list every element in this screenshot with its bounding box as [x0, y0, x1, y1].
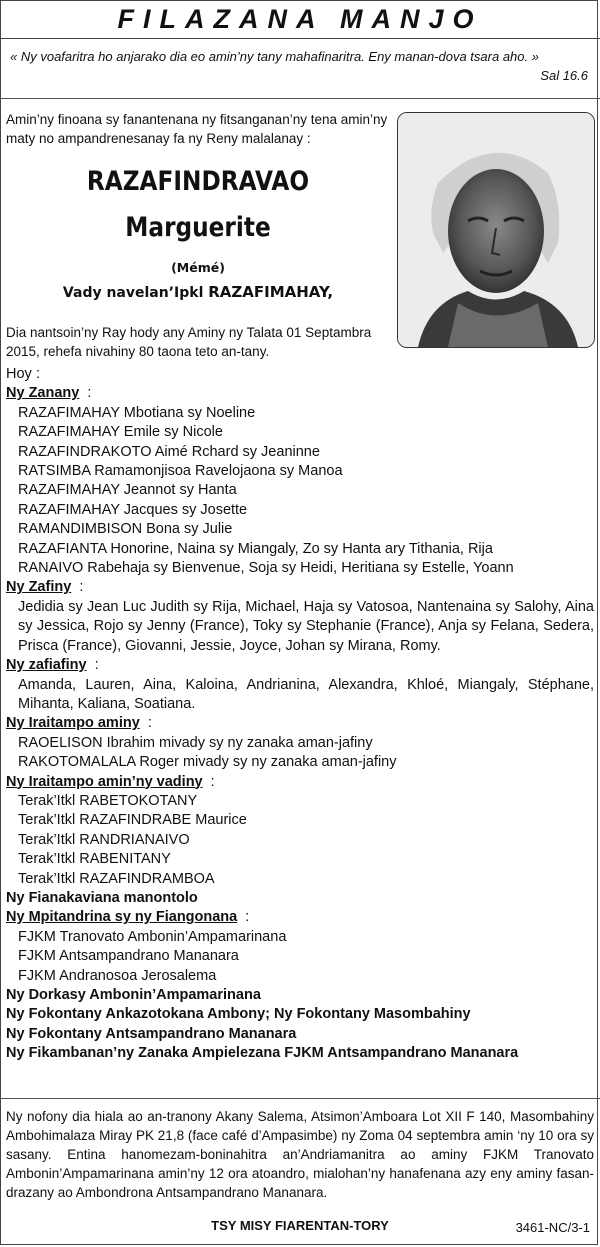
funeral-details: Ny nofony dia hiala ao an-tranony Akany Salema, Atsimon’Amboara Lot XII F 140, Masombahiny Ambohimalaza Miray PK 21,8 (face café d’Ampasimbe) ny Zoma 04 septembra amin ‘ny 10 ora sy sasany. Entina hanomezam-boninahitra an’Andriamanitra ao aminy FJKM Tranovato Ambonin’Ampamarinana amin’ny 12 ora atoandro, mialohan’ny hanafenana azy eny aminy fasan-drazany ao Ambondrona Antsampandrano Mananara.	[6, 1109, 594, 1200]
list-item: RATSIMBA Ramamonjisoa Ravelojaona sy Manoa	[18, 463, 343, 480]
section-heading-zafiny: Ny Zafiny	[6, 579, 72, 596]
zafiafiny-text: Amanda, Lauren, Aina, Kaloina, Andrianina, Alexandra, Khloé, Miangaly, Stéphane, Mihanta, Kaliana, Soatiana.	[18, 676, 594, 712]
list-item: Terak’Itkl RABETOKOTANY	[18, 792, 198, 809]
spouse-prefix: Vady navelan’Ipkl	[62, 285, 204, 301]
section-heading-fianakaviana: Ny Fianakaviana manontolo	[6, 889, 198, 906]
list-item: Terak’Itkl RAZAFINDRAMBOA	[18, 870, 215, 887]
deceased-surname: RAZAFINDRAVAO	[86, 166, 310, 197]
portrait-photo	[397, 112, 595, 348]
family-list: Hoy : Ny Zanany : RAZAFIMAHAY Mbotiana sy Noeline RAZAFIMAHAY Emile sy Nicole RAZAFINDRAKOTO Aimé Rchard sy Jeaninne RATSIMBA Ramamonjisoa Ravelojaona sy Manoa RAZAFIMAHAY Jeannot sy Hanta RAZAFIMAHAY Jacques sy Josette RAMANDIMBISON Bona sy Julie RAZAFIANTA Honorine, Naina sy Miangaly, Zo sy Hanta ary Tithania, Rija RANAIVO Rabehaja sy Bienvenue, Soja sy Heidi, Heritiana sy Estelle, Yoann Ny Zafiny : Jedidia sy Jean Luc Judith sy Rija, Michael, Haja sy Vatosoa, Nantenaina sy Salohy, Aina sy Jessica, Rojo sy Jenny (France), Toky sy Stephanie (France), Anja sy Felana, Sedera, Prisca (France), Giovanni, Jessie, Joyce, Johan sy Mirana, Romy. Ny zafiafiny : Amanda, Lauren, Aina, Kaloina, Andrianina, Alexandra, Khloé, Miangaly, Stéphane, Mihanta, Kaliana, Soatiana. Ny Iraitampo aminy : RAOELISON Ibrahim mivady sy ny zanaka aman-jafiny RAKOTOMALALA Roger mivady sy ny zanaka aman-jafiny Ny Iraitampo amin’ny vadiny : Terak’Itkl RABETOKOTANY Terak’Itkl RAZAFINDRABE Maurice Terak’Itkl RANDRIANAIVO Terak’Itkl RABENITANY Terak’Itkl RAZAFINDRAMBOA Ny Fianakaviana manontolo Ny Mpitandrina sy ny Fiangonana : FJKM Tranovato Ambonin’Ampamarinana FJKM Antsampandrano Mananara FJKM Andranosoa Jerosalema Ny Dorkasy Ambonin’Ampamarinana Ny Fokontany Ankazotokana Ambony; Ny Fokontany Masombahiny Ny Fokontany Antsampandrano Mananara Ny Fikambanan’ny Zanaka Ampielezana FJKM Antsampandrano Mananara	[6, 365, 594, 1064]
deceased-nickname: (Mémé)	[171, 260, 225, 275]
list-item: Terak’Itkl RABENITANY	[18, 851, 171, 868]
spouse-name: RAZAFIMAHAY,	[208, 283, 334, 301]
zafiny-text: Jedidia sy Jean Luc Judith sy Rija, Michael, Haja sy Vatosoa, Nantenaina sy Salohy, Aina sy Jessica, Rojo sy Jenny (France), Toky sy Stephanie (France), Anja sy Felana, Sedera, Prisca (France), Giovanni, Jessie, Joyce, Johan sy Mirana, Romy.	[18, 598, 594, 654]
list-item: RAZAFIMAHAY Mbotiana sy Noeline	[18, 404, 256, 421]
notice-title: FILAZANA MANJO	[0, 0, 600, 39]
organisation-line: Ny Fokontany Ankazotokana Ambony; Ny Fokontany Masombahiny	[6, 1006, 471, 1023]
organisation-line: Ny Fokontany Antsampandrano Mananara	[6, 1025, 297, 1042]
organisation-line: Ny Fikambanan’ny Zanaka Ampielezana FJKM Antsampandrano Mananara	[6, 1045, 519, 1062]
section-heading-zafiafiny: Ny zafiafiny	[6, 657, 87, 674]
list-item: RAZAFIANTA Honorine, Naina sy Miangaly, Zo sy Hanta ary Tithania, Rija	[18, 540, 493, 557]
divider	[0, 98, 600, 99]
list-item: FJKM Tranovato Ambonin’Ampamarinana	[18, 928, 287, 945]
death-notice: Dia nantsoin’ny Ray hody any Aminy ny Talata 01 Septambra 2015, rehefa nivahiny 80 taona teto an-tany.	[6, 325, 372, 359]
spouse-line	[0, 283, 396, 301]
footer-motto: TSY MISY FIARENTAN-TORY	[211, 1218, 389, 1233]
deceased-given-name: Marguerite	[125, 212, 271, 243]
section-heading-iraitampo: Ny Iraitampo aminy	[6, 715, 140, 732]
verse-reference: Sal 16.6	[540, 68, 588, 83]
list-item: RAKOTOMALALA Roger mivady sy ny zanaka aman-jafiny	[18, 754, 397, 771]
hoy-label: Hoy :	[6, 366, 40, 382]
list-item: FJKM Andranosoa Jerosalema	[18, 967, 217, 984]
list-item: RAZAFIMAHAY Emile sy Nicole	[18, 424, 223, 441]
list-item: RAZAFIMAHAY Jeannot sy Hanta	[18, 482, 237, 499]
section-heading-zanany: Ny Zanany	[6, 385, 80, 402]
divider	[0, 1098, 600, 1099]
list-item: RANAIVO Rabehaja sy Bienvenue, Soja sy Heidi, Heritiana sy Estelle, Yoann	[18, 560, 514, 577]
bible-verse: « Ny voafaritra ho anjarako dia eo amin’ny tany mahafinaritra. Eny manan-dova tsara aho. »	[10, 49, 539, 64]
list-item: RAZAFINDRAKOTO Aimé Rchard sy Jeaninne	[18, 443, 320, 460]
intro-text: Amin’ny finoana sy fanantenana ny fitsanganan’ny tena amin’ny maty no ampandrenesanay fa ny Reny malalanay :	[6, 112, 388, 146]
list-item: RAOELISON Ibrahim mivady sy ny zanaka aman-jafiny	[18, 734, 373, 751]
list-item: RAMANDIMBISON Bona sy Julie	[18, 521, 233, 538]
notice-code: 3461-NC/3-1	[515, 1220, 590, 1235]
section-heading-mpitandrina: Ny Mpitandrina sy ny Fiangonana	[6, 909, 238, 926]
list-item: RAZAFIMAHAY Jacques sy Josette	[18, 501, 248, 518]
organisation-line: Ny Dorkasy Ambonin’Ampamarinana	[6, 987, 261, 1003]
list-item: Terak’Itkl RANDRIANAIVO	[18, 831, 190, 848]
section-heading-iraitampo-vadiny: Ny Iraitampo amin’ny vadiny	[6, 773, 203, 790]
list-item: Terak’Itkl RAZAFINDRABE Maurice	[18, 812, 247, 829]
list-item: FJKM Antsampandrano Mananara	[18, 948, 239, 965]
portrait-image	[398, 113, 594, 347]
